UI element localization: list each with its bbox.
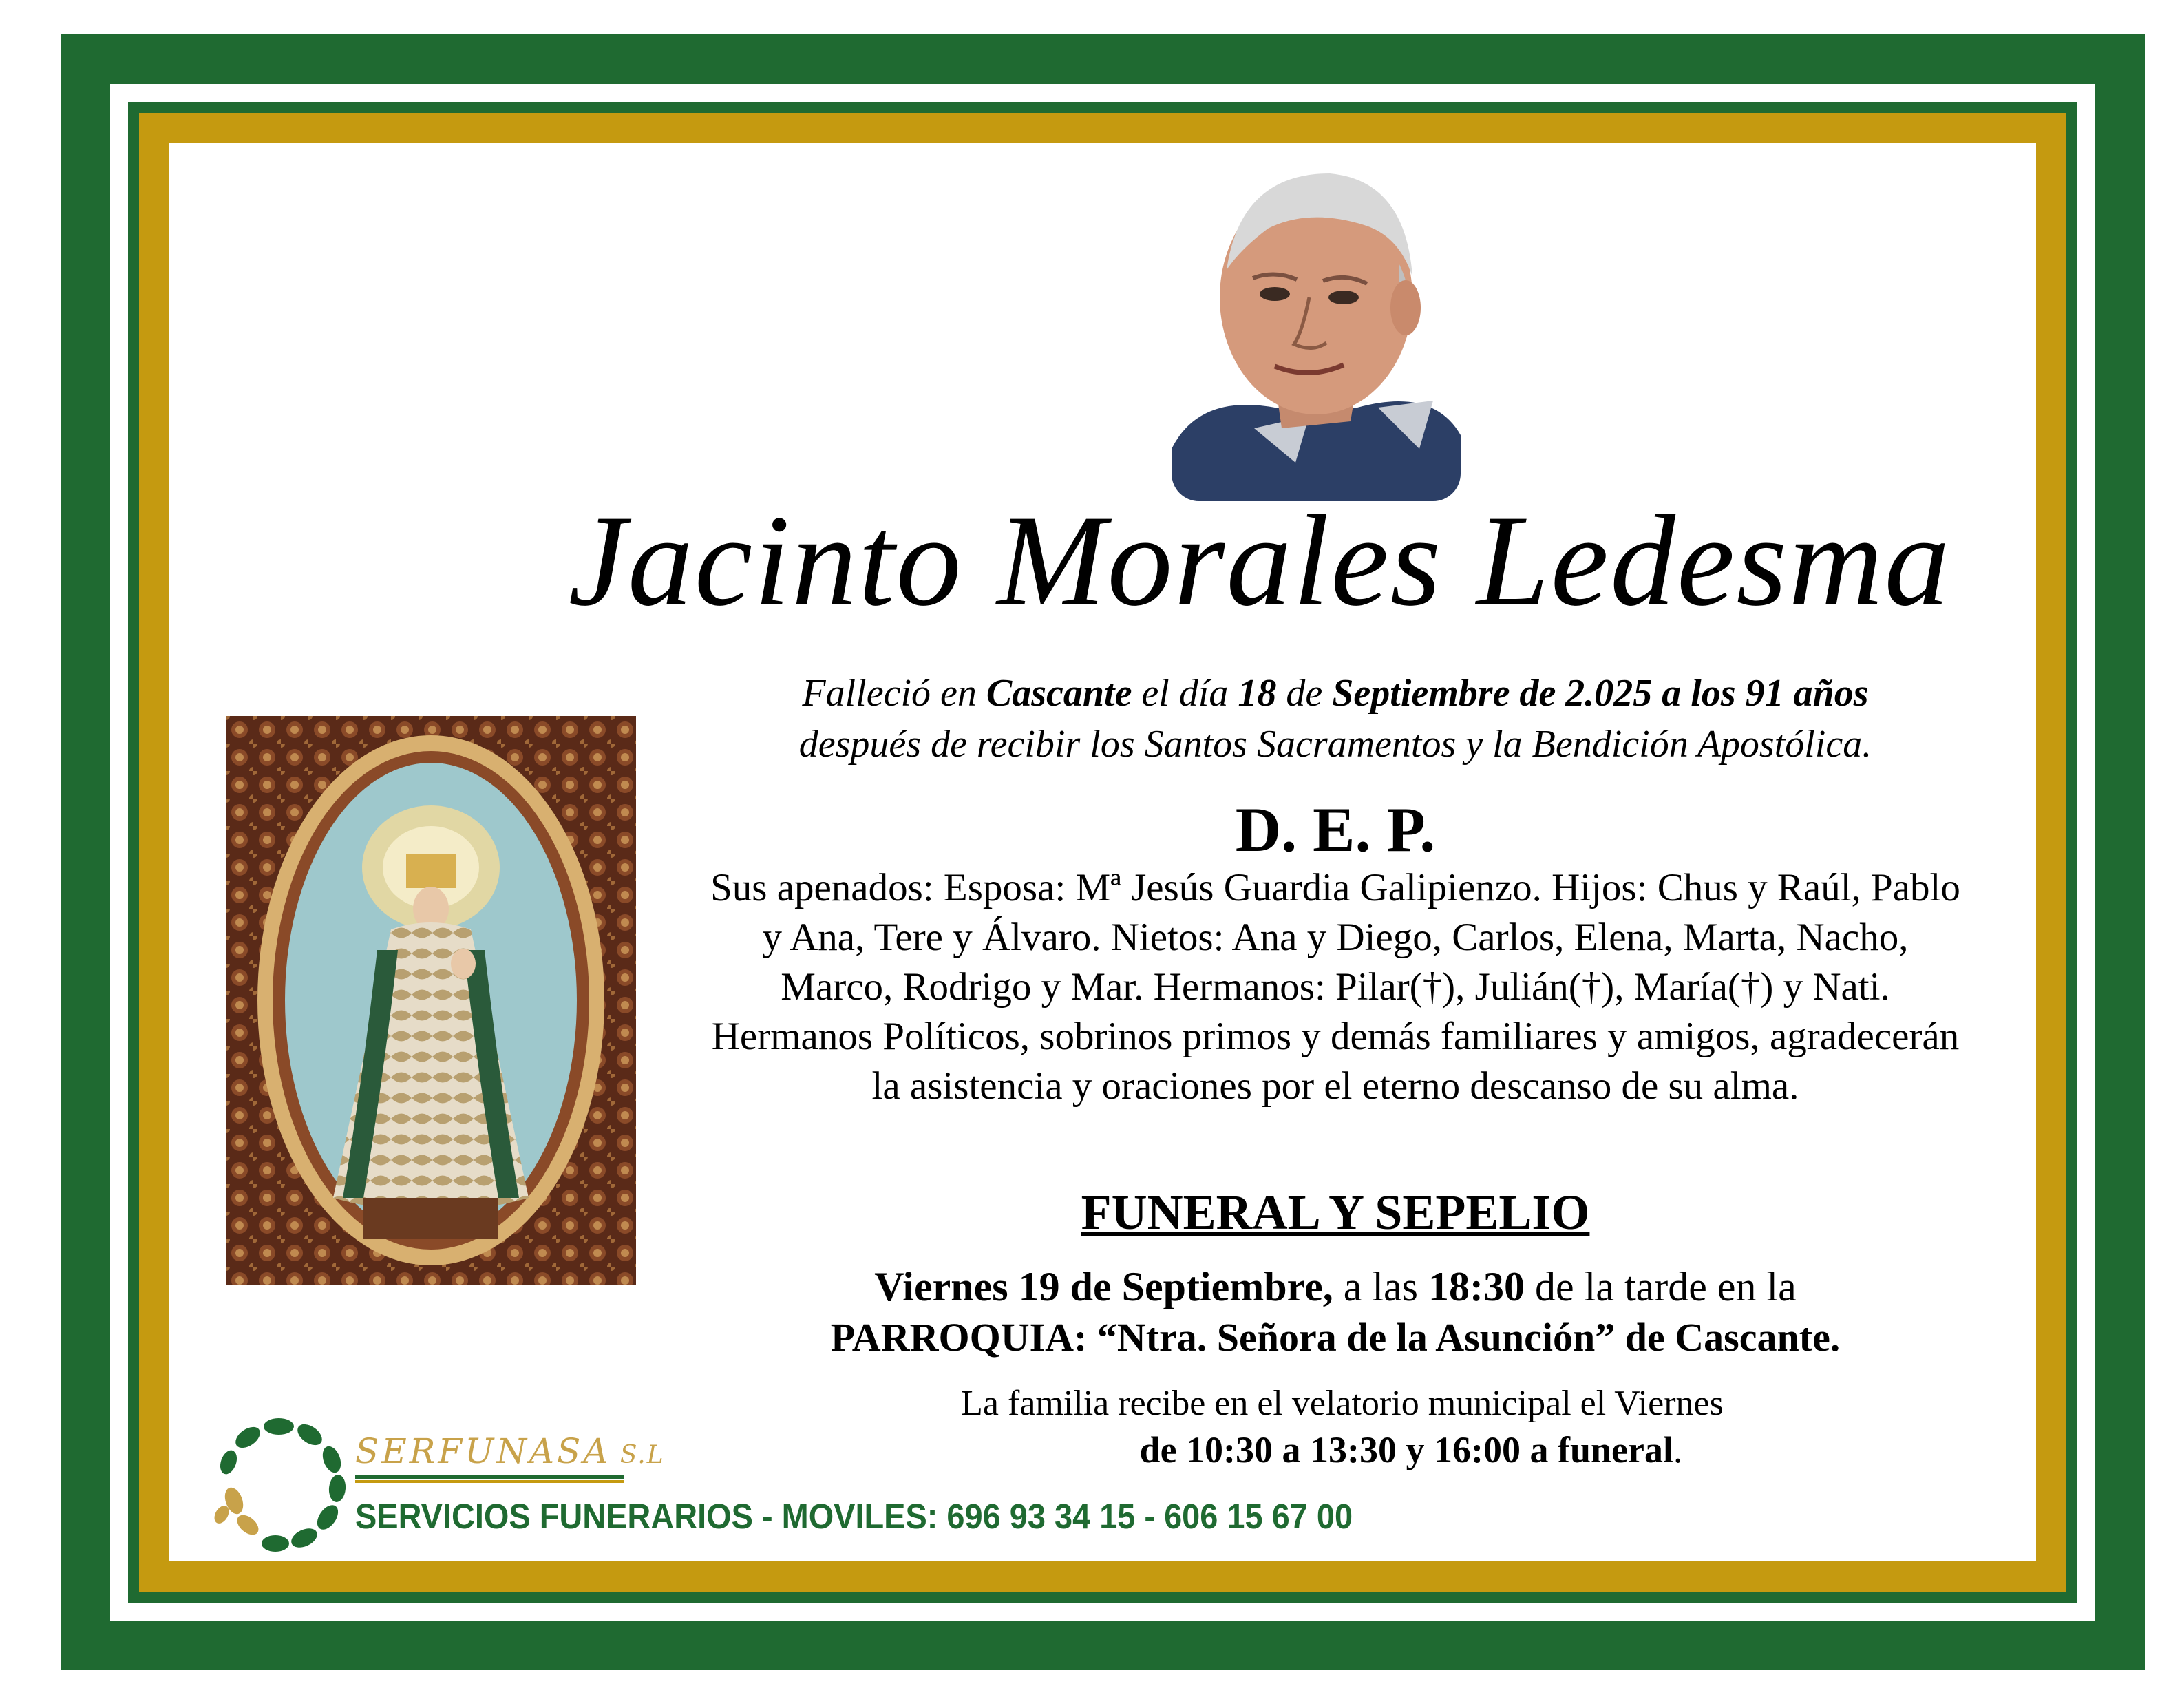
wake-text: . <box>1673 1429 1683 1470</box>
company-services-phones: SERVICIOS FUNERARIOS - MOVILES: 696 93 34 15 - 606 15 67 00 <box>355 1497 1353 1536</box>
deceased-name: Jacinto Morales Ledesma <box>568 489 1951 633</box>
company-logo-text: SERFUNASA <box>355 1431 611 1471</box>
wake-line-2 <box>895 1426 1927 1473</box>
funeral-time: 18:30 <box>1428 1264 1525 1309</box>
funeral-text: de la tarde en la <box>1525 1264 1797 1309</box>
death-notice-text: Falleció en <box>802 672 986 715</box>
funeral-parish: PARROQUIA: “Ntra. Señora de la Asunción” de Cascante. <box>830 1315 1841 1360</box>
death-notice-line-1 <box>702 668 1969 719</box>
logo-divider-gold <box>355 1480 624 1483</box>
funeral-date-line <box>716 1261 1955 1312</box>
logo-divider <box>355 1475 624 1479</box>
virgin-mary-image <box>226 716 636 1285</box>
wreath-logo-icon <box>206 1411 351 1556</box>
funeral-text: a las <box>1333 1264 1429 1309</box>
funeral-heading: FUNERAL Y SEPELIO <box>1081 1185 1590 1240</box>
company-logo-name <box>355 1431 665 1476</box>
funeral-date: Viernes 19 de Septiembre, <box>874 1264 1333 1309</box>
death-notice-text: de <box>1276 672 1333 715</box>
death-notice-line-2: después de recibir los Santos Sacramentos y la Bendición Apostólica. <box>798 723 1872 766</box>
wake-hours: de 10:30 a 13:30 y 16:00 a funeral <box>1139 1429 1673 1470</box>
death-place: Cascante <box>986 672 1132 715</box>
mourners-text: Sus apenados: Esposa: Mª Jesús Guardia Galipienzo. Hijos: Chus y Raúl, Pablo y Ana, Tere y Álvaro. Nietos: Ana y Diego, Carlos, Elena, Marta, Nacho, Marco, Rodrigo y Mar. Hermanos: Pilar(†), Julián(†), María(†) y Nati. Hermanos Políticos, sobrinos primos y demás familiares y amigos, agradecerán la asistencia y oraciones por el eterno descanso de su alma. <box>710 866 1960 1108</box>
death-day: 18 <box>1238 672 1277 715</box>
death-date-age: Septiembre de 2.025 a los 91 años <box>1332 672 1869 715</box>
wake-line-1: La familia recibe en el velatorio municipal el Viernes <box>961 1384 1724 1423</box>
company-logo-suffix: S.L <box>611 1441 665 1469</box>
deceased-portrait-photo <box>1172 160 1461 501</box>
dep-heading: D. E. P. <box>1235 794 1436 865</box>
death-notice <box>702 668 1969 770</box>
death-notice-text: el día <box>1132 672 1238 715</box>
